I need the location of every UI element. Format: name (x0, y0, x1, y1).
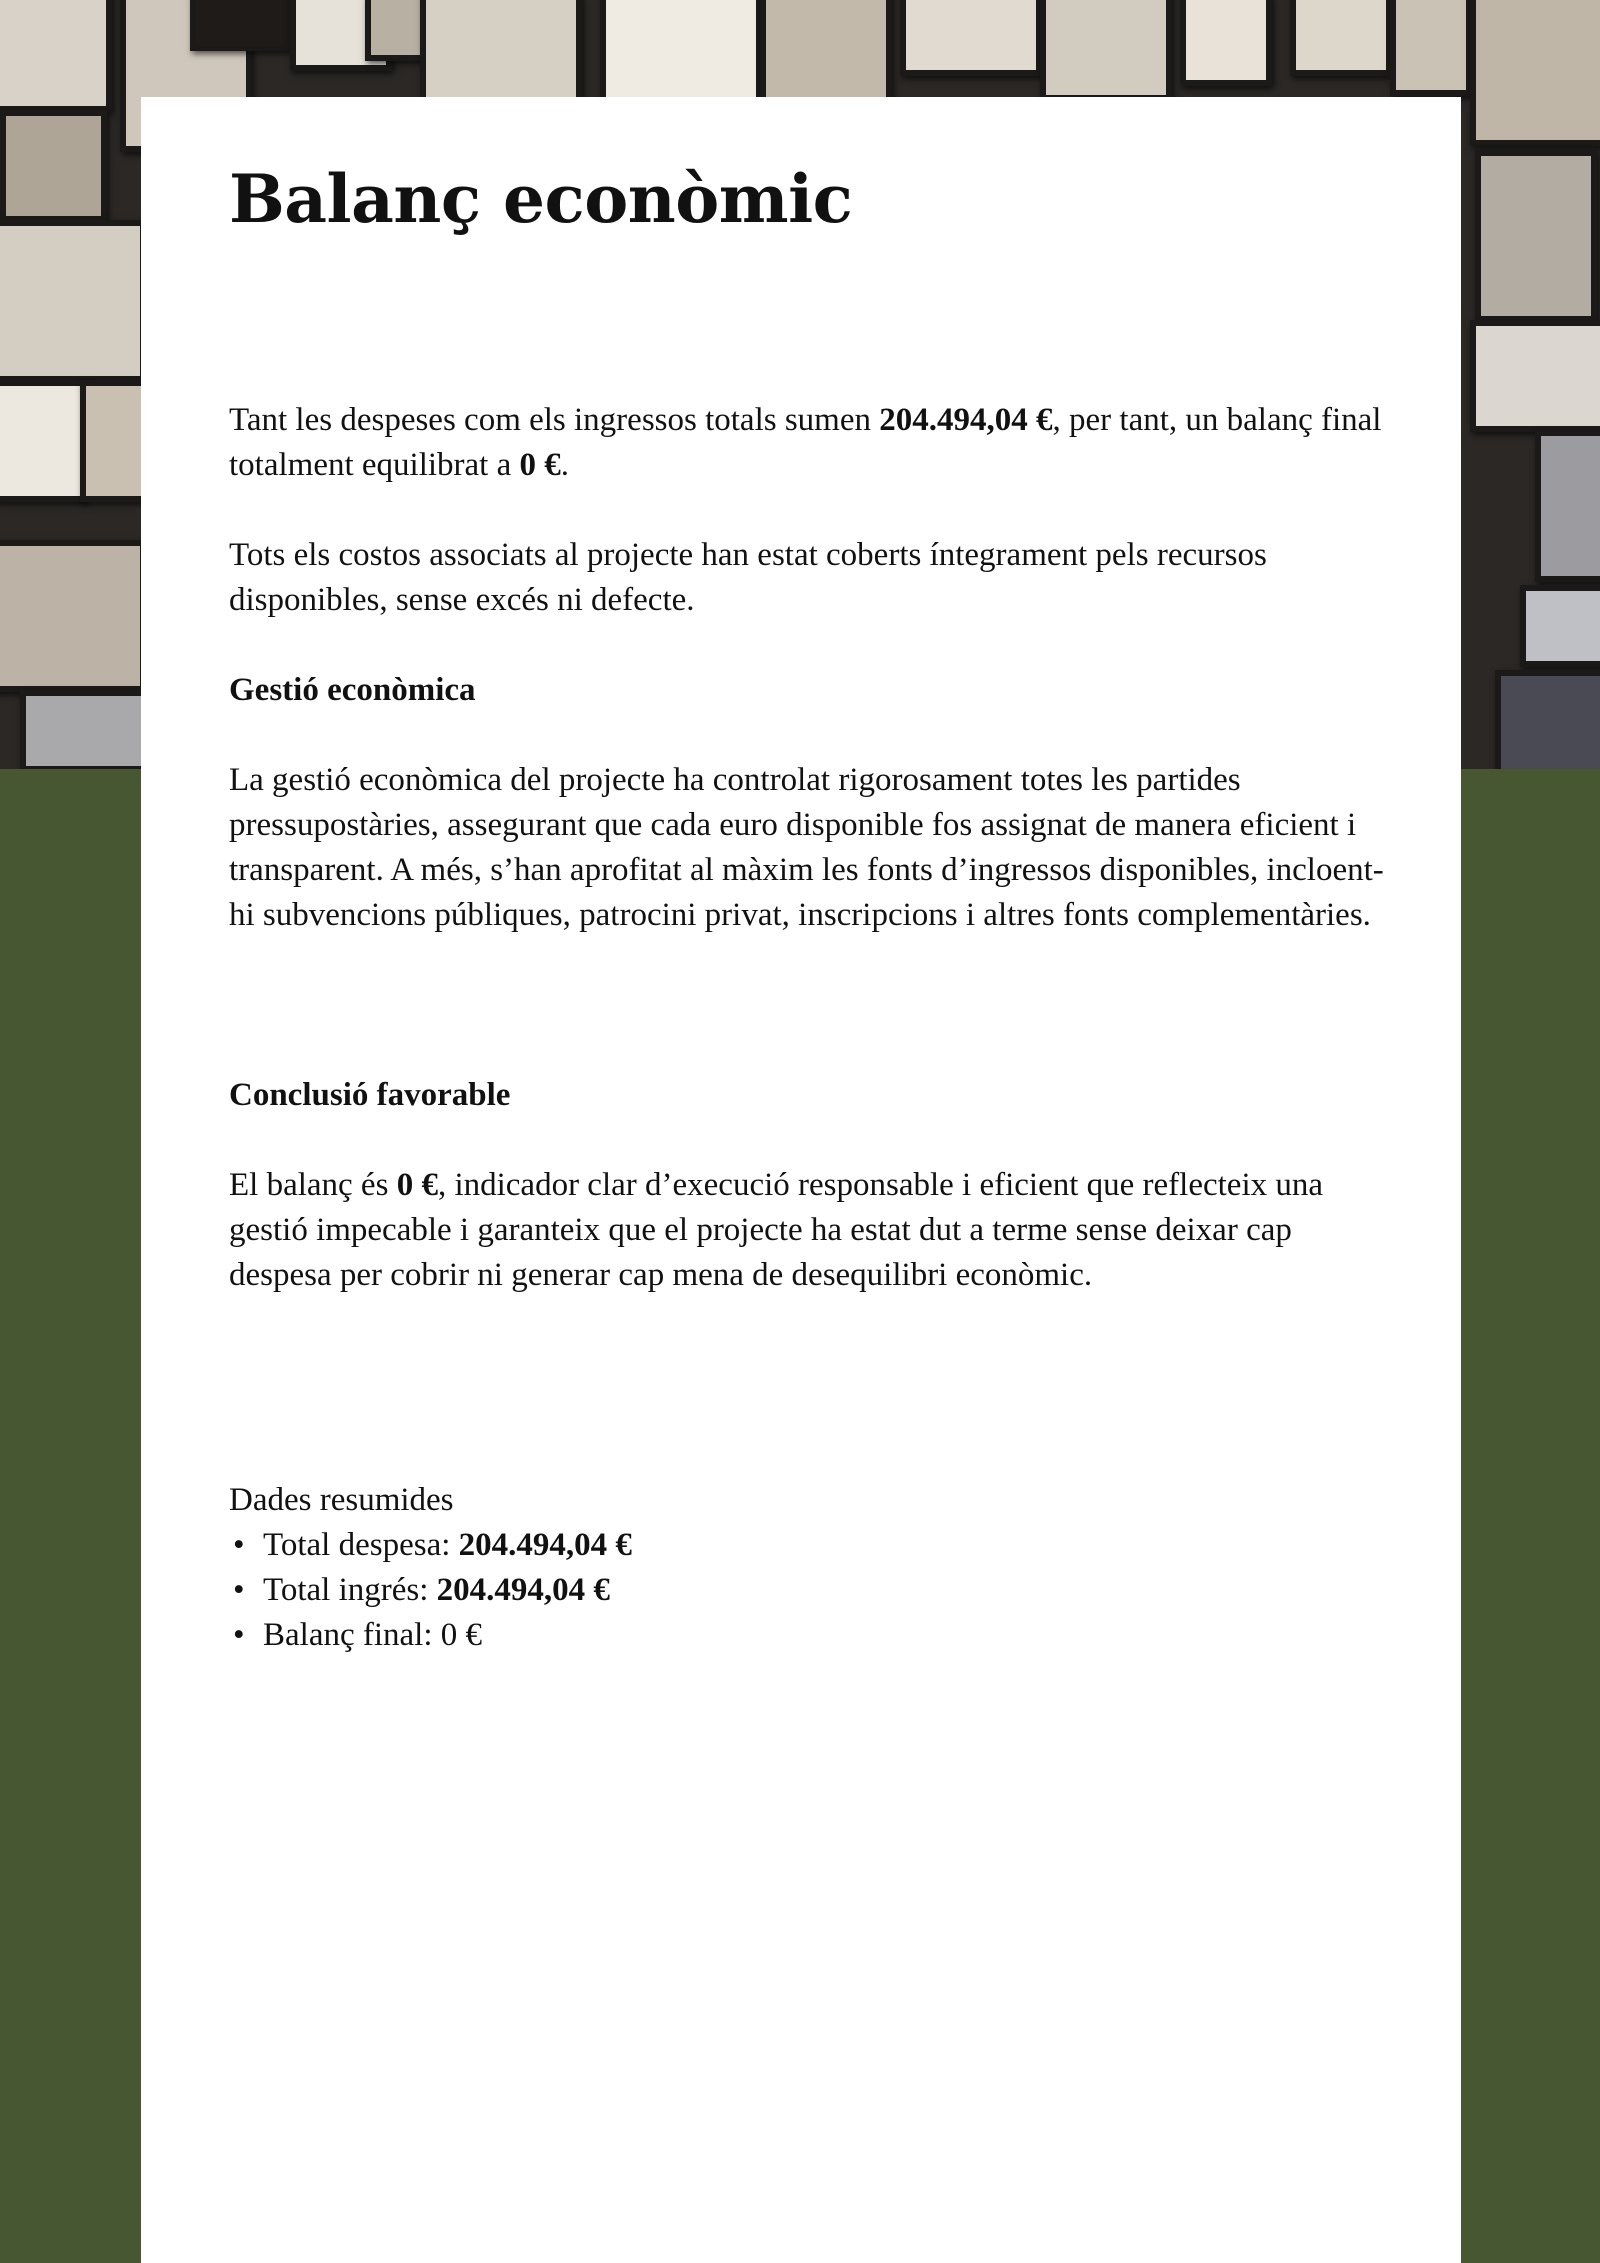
conclusio-paragraph (229, 1163, 1399, 1298)
photo-frame (600, 0, 762, 106)
photo-frame (1290, 0, 1392, 76)
section-heading-gestio: Gestió econòmica (229, 672, 476, 708)
section-heading-conclusio: Conclusió favorable (229, 1077, 511, 1113)
summary-value: 204.494,04 € (436, 1572, 610, 1608)
photo-frame (760, 0, 892, 106)
summary-item-balanc (229, 1613, 632, 1658)
photo-frame (1040, 0, 1172, 101)
photo-frame (20, 690, 152, 769)
summary-label: Total despesa: (263, 1527, 459, 1563)
photo-frame (0, 220, 146, 382)
total-amount: 204.494,04 € (879, 402, 1053, 438)
gestio-paragraph: La gestió econòmica del projecte ha controlat rigorosament totes les partides pressupostàries, assegurant que cada euro disponible fos assignat de manera eficient i transparent. A més, s’han aprofitat al màxim les fonts d’ingressos disponibles, incloent-hi subvencions públiques, patrocini privat, inscripcions i altres fonts complementàries. (229, 762, 1384, 933)
photo-frame (420, 0, 582, 106)
photo-frame (1520, 585, 1600, 667)
photo-frame (0, 110, 107, 222)
photo-frame (1495, 670, 1600, 769)
summary-section (229, 1478, 632, 1658)
summary-title: Dades resumides (229, 1482, 454, 1518)
photo-frame (1390, 0, 1472, 96)
photo-frame (900, 0, 1042, 76)
photo-frame (1180, 0, 1272, 86)
summary-label: Total ingrés: (263, 1572, 437, 1608)
photo-frame (1475, 150, 1597, 322)
summary-label: Balanç final: (263, 1617, 441, 1653)
balance-amount: 0 € (396, 1167, 438, 1203)
page-title: Balanç econòmic (229, 160, 853, 238)
photo-frame (0, 380, 86, 502)
intro-text: , per tant, un balanç final totalment equilibrat a (229, 402, 1382, 483)
photo-frame (0, 540, 146, 692)
summary-value: 204.494,04 € (458, 1527, 632, 1563)
summary-item-despesa (229, 1523, 632, 1568)
conclusio-text: El balanç és (229, 1167, 397, 1203)
document-content (229, 160, 1399, 1653)
intro-text: Tant les despeses com els ingressos totals sumen (229, 402, 880, 438)
intro-paragraph (229, 398, 1399, 488)
conclusio-text: , indicador clar d’execució responsable i eficient que reflecteix una gestió impecable i garanteix que el projecte ha estat dut a terme sense deixar cap despesa per cobrir ni generar cap mena de desequilibri econòmic. (229, 1167, 1324, 1293)
summary-value: 0 € (440, 1617, 483, 1653)
balance-amount: 0 € (519, 447, 561, 483)
summary-list (229, 1523, 632, 1658)
coverage-paragraph: Tots els costos associats al projecte han estat coberts íntegrament pels recursos disponibles, sense excés ni defecte. (229, 537, 1267, 618)
intro-text: . (560, 447, 569, 483)
photo-frame (1535, 430, 1600, 582)
photo-frame (190, 0, 292, 51)
summary-item-ingres (229, 1568, 632, 1613)
photo-frame (1470, 320, 1600, 432)
photo-frame (0, 0, 112, 112)
photo-frame (1470, 0, 1600, 146)
